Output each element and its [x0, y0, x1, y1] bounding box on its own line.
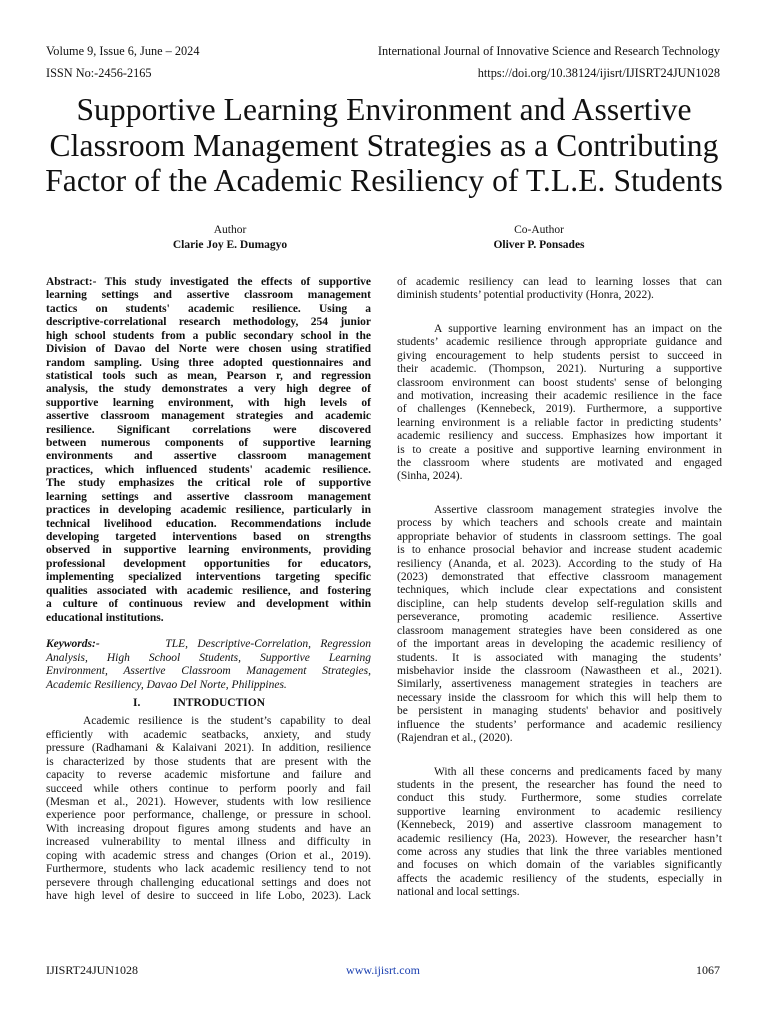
intro-line: Furthermore, students who lack academic resiliency tend to not — [46, 863, 371, 876]
abstract-line: environments and assertive classroom management — [46, 450, 371, 463]
keywords — [46, 638, 371, 692]
body-line: (Rajendran et al., (2020). — [397, 732, 513, 745]
body-line: misbehavior inside the classroom (Nawastheen et al., 2021). — [397, 664, 722, 677]
issn: ISSN No:-2456-2165 — [46, 66, 152, 80]
abstract — [46, 276, 371, 625]
abstract-line: educational institutions. — [46, 611, 164, 624]
intro-line: pressure (Radhamani & Kalaivani 2021). In addition, resilience — [46, 742, 371, 755]
body-line: appropriate behavior of students in classroom settings. The goal — [397, 530, 722, 543]
intro-line: (Mesman et al., 2021). However, students with low resilience — [46, 796, 371, 808]
body-paragraph — [397, 323, 722, 484]
body-line: discipline, can help students develop self-regulation skills and — [397, 597, 722, 610]
body-line: come across any studies that link the three variables mentioned — [397, 846, 722, 859]
body-line: and motivation, increasing their academic resilience in the face — [397, 389, 722, 402]
coauthor-role: Co-Author — [514, 224, 564, 236]
doi-link[interactable]: https://doi.org/10.38124/ijisrt/IJISRT24JUN1028 — [477, 66, 720, 80]
abstract-line: professional development opportunities for educators, — [46, 557, 371, 570]
body-line: classroom management strategies have been considered as one — [397, 624, 722, 637]
abstract-line: analysis, the study demonstrates a very high degree of — [46, 383, 371, 396]
abstract-line: descriptive-correlational research methodology, 254 junior — [46, 316, 371, 329]
intro-line: increased vulnerability to mental illness and difficulty in — [46, 836, 371, 849]
body-line: process by which teachers and schools create and maintain — [397, 517, 722, 530]
intro-paragraph — [46, 715, 371, 903]
keywords-label: Keywords:- — [46, 638, 100, 651]
abstract-line: learning settings and assertive classroom management — [46, 289, 371, 302]
keywords-line: Environment, Assertive Classroom Management Strategies, — [46, 665, 371, 678]
body-line: their academic. (Thompson, 2021). Nurturing a supportive — [397, 363, 722, 376]
title-line: Supportive Learning Environment and Assertive — [76, 92, 692, 127]
abstract-line: assertive classroom management strategies and academic — [46, 410, 371, 423]
intro-line: have high level of desire to succeed in life Lobo, 2023). Lack — [46, 889, 371, 902]
body-line: of the important areas in developing the academic resiliency of — [397, 638, 722, 651]
body-paragraph — [397, 504, 722, 746]
journal-name: International Journal of Innovative Science and Research Technology — [377, 44, 720, 58]
abstract-line: developing targeted interventions based on strengths — [46, 531, 371, 544]
abstract-line: supportive learning environment, with high levels of — [46, 396, 371, 409]
body-line: is to enhance prosocial behavior and increase student academic — [397, 544, 722, 557]
section-heading — [46, 697, 371, 710]
abstract-line: technical livelihood education. Recommendations include — [46, 517, 371, 530]
body-line: influence the students’ performance and academic resiliency — [397, 718, 722, 731]
body-line: (2023) demonstrated that effective classroom management — [397, 571, 722, 584]
keywords-line: Analysis, High School Students, Supportive Learning — [46, 651, 371, 664]
abstract-line: between numerous components of supportive learning — [46, 437, 371, 450]
body-paragraph — [397, 766, 722, 900]
body-line: national and local settings. — [397, 886, 520, 899]
intro-line: succeed while others continue to perform poorly and fail — [46, 782, 371, 795]
abstract-line: random sampling. Using three adopted questionnaires and — [46, 356, 371, 369]
intro-line: experience poor performance, challenge, or pressure in school. — [46, 809, 371, 822]
abstract-line: Division of Davao del Norte were chosen using stratified — [46, 343, 371, 356]
abstract-line: high school students from a public secondary school in the — [46, 329, 371, 342]
abstract-line: Abstract:- This study investigated the effects of supportive — [46, 276, 371, 288]
intro-line: capacity to reverse academic misfortune and failure and — [46, 769, 371, 782]
intro-line: efficiently with academic seatbacks, anxiety, and study — [46, 728, 371, 741]
coauthor-block — [414, 223, 664, 253]
title-line: Factor of the Academic Resiliency of T.L.E. Students — [45, 163, 723, 198]
body-line: and focuses on which domain of the variables significantly — [397, 859, 722, 872]
body-line: is to create a positive and supportive learning environment in — [397, 443, 722, 456]
body-line: students’ academic resilience through appropriate guidance and — [397, 336, 722, 349]
body-line: academic resiliency (Ha, 2023). However, the researcher hasn’t — [397, 832, 722, 845]
article-code: IJISRT24JUN1028 — [46, 963, 138, 977]
body-line: (Kennebeck, 2019) and assertive classroom management to — [397, 819, 722, 832]
keywords-line: Keywords:- TLE, Descriptive-Correlation, Regression — [46, 638, 372, 651]
body-line: techniques, which include clear expectations and consistent — [397, 584, 722, 597]
author-block — [105, 223, 355, 253]
body-line: learning environment is a reliable factor in predicting students’ — [397, 416, 722, 429]
abstract-line: The study emphasizes the critical role of supportive — [46, 477, 371, 490]
body-line: Similarly, assertiveness management strategies in teachers are — [397, 678, 722, 691]
intro-line: With increasing dropout figures among students and have an — [46, 822, 371, 835]
body-line: affects the academic resiliency of the students, especially in — [397, 872, 722, 885]
body-line: With all these concerns and predicaments faced by many — [434, 765, 722, 778]
abstract-line: resilience. Significant correlations were discovered — [46, 423, 371, 436]
intro-line: persevere through challenging educational settings and does not — [46, 876, 371, 889]
section-number: I. — [133, 697, 141, 710]
body-line: classroom environment can boost students' sense of belonging — [397, 376, 722, 389]
author-name: Clarie Joy E. Dumagyo — [172, 239, 288, 251]
body-line: resiliency (Ananda, et al. 2023). According to the study of Ha — [397, 557, 722, 570]
intro-line: is characterized by those students that are present with the — [46, 755, 371, 768]
abstract-line: practices in developing academic resilience, particularly in — [46, 504, 371, 517]
abstract-line: learning settings and assertive classroom management — [46, 490, 371, 503]
coauthor-name: Oliver P. Ponsades — [493, 239, 585, 251]
intro-line: coping with academic stress and changes (Orion et al., 2019). — [46, 849, 371, 862]
page-number: 1067 — [696, 963, 720, 977]
body-paragraph — [397, 276, 722, 303]
body-line: (Sinha, 2024). — [397, 470, 463, 483]
volume-issue: Volume 9, Issue 6, June – 2024 — [46, 44, 200, 58]
body-line: A supportive learning environment has an impact on the — [434, 322, 722, 335]
abstract-line: practices, which influenced students' academic resilience. — [46, 463, 371, 476]
title-line: Classroom Management Strategies as a Contributing — [49, 127, 719, 163]
author-role: Author — [213, 224, 247, 236]
body-line: of challenges (Kennebeck, 2019). Furthermore, a supportive — [397, 403, 722, 416]
body-line: be persistent in managing students' behavior and positively — [397, 705, 722, 718]
abstract-line: qualities associated with academic resilience, and fostering — [46, 584, 371, 597]
journal-website-link[interactable]: www.ijisrt.com — [346, 963, 420, 977]
left-column — [46, 276, 371, 903]
abstract-line: statistical tools such as mean, Pearson r, and regression — [46, 369, 371, 382]
keywords-line: Academic Resiliency, Davao Del Norte, Philippines. — [46, 678, 287, 691]
body-line: of academic resiliency can lead to learning losses that can — [397, 276, 722, 288]
body-line: students. It is associated with managing the students’ — [397, 651, 722, 664]
body-line: giving encouragement to help students persist to succeed in — [397, 349, 722, 362]
body-line: supportive learning environment to academic resiliency — [397, 805, 722, 818]
right-column — [397, 276, 722, 900]
paper-title — [30, 92, 738, 199]
abstract-line: a culture of continuous review and development within — [46, 598, 371, 611]
body-line: diminish students’ potential productivity (Honra, 2022). — [397, 289, 654, 302]
body-line: perseverance, promoting academic resilience. Assertive — [397, 611, 722, 624]
body-line: students in the present, the researcher has found the need to — [397, 778, 722, 791]
abstract-line: observed in supportive learning environments, providing — [46, 544, 371, 557]
body-line: academic resiliency and success. Emphasizes how important it — [397, 430, 722, 443]
abstract-line: implementing specialized interventions targeting specific — [46, 571, 371, 584]
section-title: INTRODUCTION — [173, 697, 266, 710]
body-line: necessary inside the classroom for which this will help them to — [397, 691, 722, 704]
body-line: Assertive classroom management strategies involve the — [434, 503, 722, 516]
body-line: conduct this study. Furthermore, some studies correlate — [397, 792, 722, 805]
abstract-line: tactics on students' academic resilience. Using a — [46, 302, 371, 315]
intro-line: Academic resilience is the student’s capability to deal — [83, 715, 371, 728]
body-line: the classroom where students are motivated and engaged — [397, 457, 722, 470]
